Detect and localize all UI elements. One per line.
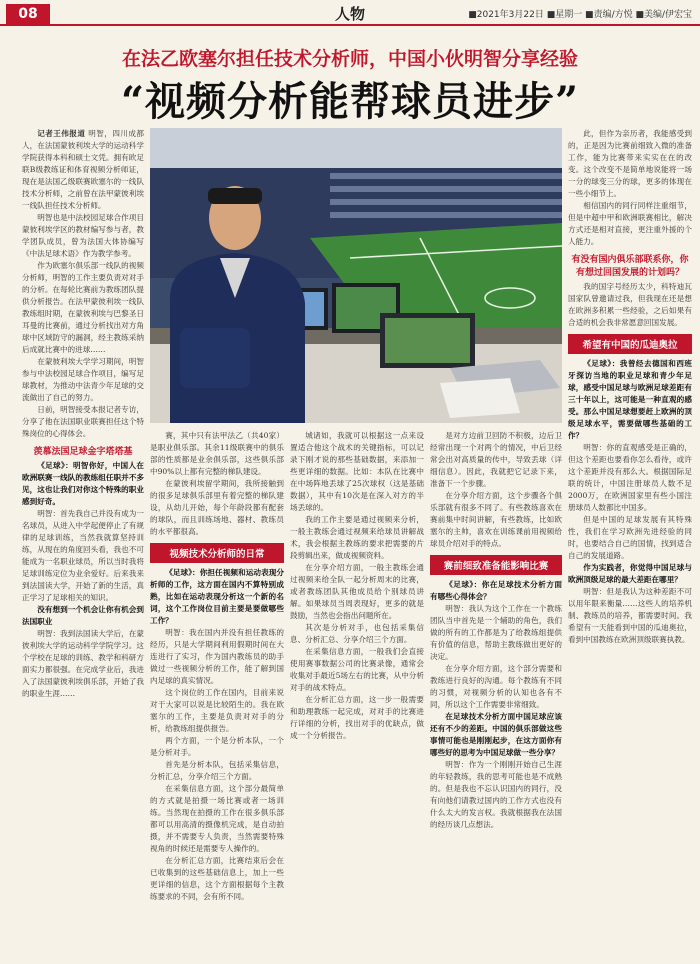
interview-answer: 在分享介绍方面，这个部分需要和教练进行良好的沟通。每个教练有不同的习惯，对视频分析的认知也各有不同，所以这个工作需要非常细致。	[430, 664, 562, 709]
interview-question: 《足球》：我曾经去德国和西班牙探访当地的职业足球和青少年足球，感受中国足球与欧洲足球差距有三十年以上，这可能是一种直观的感受。那么中国足球想要赶上欧洲的顶级足球水平，需要做哪些基础的工作？	[568, 359, 692, 440]
col3-paragraph: 我的工作主要是通过视频来分析，一般主教练会通过视频来给球员讲解战术，我会根据主教练的要求把需要的片段剪辑出来，做成视频资料。	[290, 515, 424, 560]
byline: 记者王伟报道	[37, 129, 86, 138]
interview-question: 有没有国内俱乐部联系你，你有想过回国发展的计划吗？	[571, 255, 689, 278]
col2-paragraph: 在蒙彼利埃留学期间，我所接触到的很多足球俱乐部里有着完整的梯队建设，从幼儿开始，每个年龄段都有配套的球队，而且训练场地、器材、教练员的水平都很高。	[150, 479, 284, 536]
interview-answer: 我的国字号经历太少，科特迪瓦国家队曾邀请过我，但我现在还是想在欧洲多积累一些经验，之后如果有合适的机会我非常愿意回国发展。	[568, 282, 692, 327]
article-column-2	[150, 430, 284, 954]
interview-answer: 在分析汇总方面，比赛结束后会在已收集到的这些基础信息上，加上一些更详细的信息，这个方面根据每个主教练要求的不同，会有所不同。	[150, 856, 284, 901]
col5-paragraph: 相信国内的同行同样注重细节，但是中超中甲和欧洲联赛相比，解决方式还是相对直接，更注重外援的个人能力。	[568, 201, 692, 246]
interview-question: 没有想到一个机会让你有机会到法国职业	[22, 605, 144, 626]
photo-illustration	[150, 128, 562, 423]
interview-answer: 明智：但是我认为这种差距不可以用年限来衡量……这些人的培养机制、教练员的培养，都需要时间。我希望有一天能看到中国的瓜迪奥拉，看到中国教练在欧洲顶级联赛执教。	[568, 587, 692, 644]
interview-answer: 在采集信息方面，这个部分最简单的方式就是拍摄一场比赛或者一场训练。当然现在拍摄的工作在很多俱乐部都可以用高清的摄像机完成，是自动拍摄，并不需要专人负责，当然需要特殊视角的时候还是需要专人操作的。	[150, 784, 284, 853]
interview-question: 作为实践者，你觉得中国足球与欧洲顶级足球的最大差距在哪里？	[568, 563, 692, 584]
article-photo	[150, 128, 562, 423]
interview-answer: 明智：我认为这个工作在一个教练团队当中首先是一个辅助的角色，我们做的所有的工作都是为了给教练组提供有价值的信息，帮助主教练做出更好的决定。	[430, 604, 562, 661]
section-heading: 视频技术分析师的日常	[150, 543, 284, 563]
col1-paragraph: 明智也是中法校园足球合作项目蒙彼利埃学区的教材编写参与者，教学团队成员，曾为法国大体协编写《中法足球术语》作为教学参考。	[22, 213, 144, 258]
col1-paragraph: 日前，明智接受本报记者专访，分享了他在法国职业联赛担任这个特殊岗位的心得体会。	[22, 405, 144, 438]
page-header	[0, 0, 700, 26]
interview-question: 《足球》：你在足球技术分析方面有哪些心得体会？	[430, 580, 562, 601]
section-heading: 赛前细致准备能影响比赛	[430, 555, 562, 575]
section-heading: 羡慕法国足球金字塔塔基	[33, 447, 133, 457]
section-heading: 希望有中国的瓜迪奥拉	[568, 334, 692, 354]
interview-answer: 两个方面，一个是分析本队，一个是分析对手。	[150, 736, 284, 757]
issue-info: ■2021年3月22日 ■星期一 ■责编/方悦 ■美编/伊宏宝	[468, 10, 692, 20]
article-headline: “视频分析能帮球员进步”	[120, 78, 579, 125]
article-column-3	[290, 430, 424, 954]
col1-paragraph: 作为欧塞尔俱乐部一线队的视频分析师，明智的工作主要负责对对手的分析。在每轮比赛前为教练团队提供分析报告。在法甲蒙彼利埃一线队教练组时期，在蒙彼利埃与巴黎圣日耳曼的比赛前，通过分析找出对方角球中区域防守的漏洞，经主教练采纳后成就比赛中的进球……	[22, 261, 144, 354]
col1-paragraph: 在蒙彼利埃大学学习期间，明智参与中法校园足球合作项目，编写足球教材，为推动中法青少年足球的交流做出了自己的努力。	[22, 357, 144, 402]
col1-paragraph: 明智，四川成都人，在法国蒙彼利埃大学的运动科学学院获得本科和硕士文凭。拥有欧足联B级教练证和体育视频分析师证，现在是法国乙级联赛欧塞尔的一线队技术分析师，之前曾在法甲蒙彼利埃一线队担任技术分析师。	[22, 129, 144, 210]
col4-paragraph: 在分享介绍方面，这个步骤各个俱乐部就有很多不同了。有些教练喜欢在赛前集中时间讲解，有些教练，比如欧塞尔的主帅，喜欢在训练课前用视频给球员介绍对手的特点。	[430, 491, 562, 548]
col3-paragraph: 其次是分析对手，也包括采集信息、分析汇总、分享介绍三个方面。	[290, 623, 424, 644]
page-number: 08	[6, 4, 50, 24]
interview-question: 《足球》：明智你好，中国人在欧洲联赛一线队的教练组任职并不多见，这也让我们对你这个特殊的职业感到好奇。	[22, 461, 144, 506]
interview-question: 《足球》：你担任视频和运动表现分析师的工作，这方面在国内不算特别成熟，比如在运动表现分析这一个新的名词，这个工作岗位目前主要是要做哪些工作？	[150, 568, 284, 625]
col3-paragraph: 城诸如，我就可以根据这一点来设置适合他这个战术的关键指标，可以记录下刚才说的那些基础数据，来添加一些更详细的数据。比如：本队在比赛中在中场阵地丢球了25次球权（这是基础数据），其中有10次是在深入对方的半场丢球的。	[290, 431, 424, 512]
col4-paragraph: 是对方边前卫回防不积极，边后卫经常出现一个对两个的情况，中后卫经常会出对高质量的传中，导致丢球（详细信息）。因此，我就把它记录下来，准备下一个步骤。	[430, 431, 562, 488]
interview-answer: 明智：首先我自己并没有成为一名球员，从进入中学起便停止了有规律的足球训练，当然我就算坚持训练，从现在的角度回头看，我也不可能成为一名职业球员，所以当时我将足球训练定位为业余爱好。后来我来到法国读大学，开始了新的生活，真正学习了足球相关的知识。	[22, 509, 144, 602]
section-title: 人物	[334, 5, 365, 23]
col3-paragraph: 在采集信息方面，一般我们会直接使用赛事数据公司的比赛录像，通常会收集对手最近5场左右的比赛，从中分析对手的战术特点。	[290, 647, 424, 692]
interview-answer: 明智：我到法国读大学后，在蒙彼利埃大学的运动科学学院学习。这个学校在足球的训练、教学和科研方面实力都很强。在完成学业后，我进入了法国蒙彼利埃俱乐部，开始了我的职业生涯……	[22, 629, 144, 698]
article-subheadline: 在法乙欧塞尔担任技术分析师，中国小伙明智分享经验	[121, 48, 578, 70]
article-column-1	[22, 128, 144, 954]
col2-paragraph: 赛，其中只有法甲法乙（共40家）是职业俱乐部。其余11级联赛中的俱乐部的性质都是业余俱乐部，这些俱乐部中90%以上都有完整的梯队建设。	[150, 431, 284, 476]
col5-paragraph: 此，但作为亲历者，我能感受到的，正是因为比赛前细致入微的准备工作，能为比赛带来实实在在的改变。这个改变不是简单地说能将一场一分的球变三分的球，更多的体现在一些小细节上。	[568, 129, 692, 198]
col3-paragraph: 在分析汇总方面，这一步一般需要和助理教练一起完成，对对手的比赛进行详细的分析，找出对手的优缺点，做成一个分析报告。	[290, 695, 424, 740]
interview-answer: 明智：作为一个刚刚开始自己生涯的年轻教练，我的思考可能也是不成熟的。但是我也不忘认识国内的同行，没有向他们请教过国内的工作方式也没有什么太大的发言权。我就根据我在法国的经历谈几点想法。	[430, 760, 562, 829]
interview-answer: 明智：我在国内并没有担任教练的经历，只是大学期间利用假期时间在大连进行了实习，作为国内教练员的助手做过一些视频分析的工作，能了解到国内足球的真实情况。	[150, 628, 284, 685]
interview-answer: 明智：你的直观感受是正确的，但这个差距也要看你怎么看待，或许这个差距并没有那么大。根据国际足联的统计，中国注册球员人数不足2000万，在欧洲国家里有些小国注册球员人数都比中国多。	[568, 443, 692, 512]
interview-answer: 但是中国的足球发展有其特殊性，我们在学习欧洲先进经验的同时，也要结合自己的国情，找到适合自己的发展道路。	[568, 515, 692, 560]
interview-answer: 这个岗位的工作在国内，目前来说对于大家可以说是比较陌生的。我在欧塞尔的工作，主要是负责对对手的分析，给教练组提供报告。	[150, 688, 284, 733]
article-column-5	[568, 128, 692, 954]
interview-question: 在足球技术分析方面中国足球应该还有不少的差距。中国的俱乐部做这些事情可能也是刚刚起步，在这方面你有哪些好的思考为中国足球做一些分享？	[430, 712, 562, 757]
article-column-4	[430, 430, 562, 954]
col3-paragraph: 在分享介绍方面，一般主教练会通过视频来给全队一起分析周末的比赛，或者教练团队其他成员给个别球员讲解。如果球员当周表现好，更多的就是鼓励，当然也会指出问题所在。	[290, 563, 424, 620]
interview-answer: 首先是分析本队，包括采集信息，分析汇总，分享介绍三个方面。	[150, 760, 284, 781]
